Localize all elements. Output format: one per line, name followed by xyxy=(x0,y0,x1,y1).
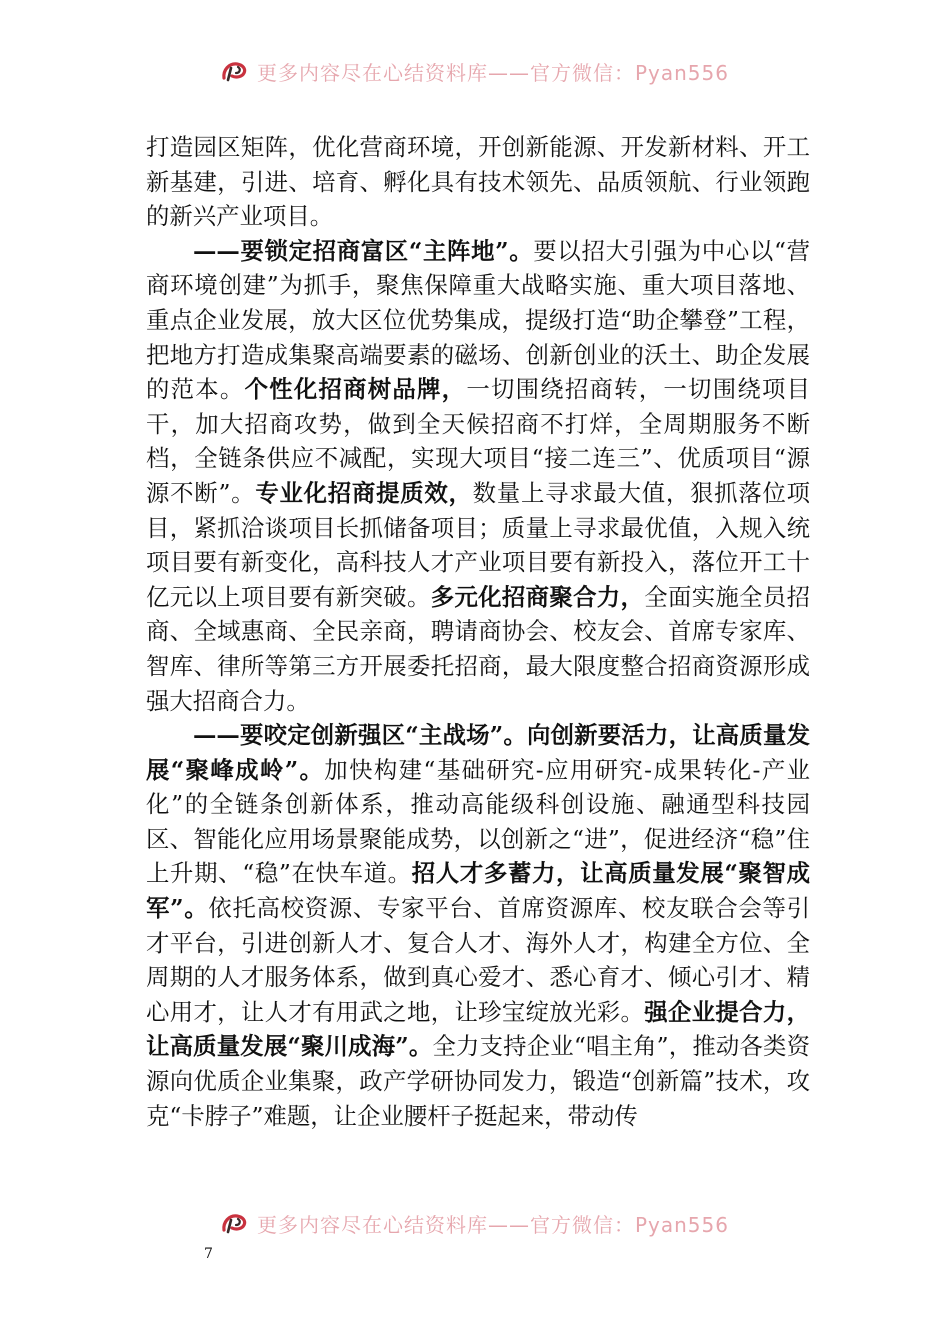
stylized-pd-logo-icon xyxy=(221,1212,249,1234)
paragraph-text: 一切围绕招商转，一切围绕项目干，加大招商攻势，做到全天候招商不打烊，全周期服务不断档，全链条供应不减配，实现大项目“接二连三”、优质项目“源源不断”。 xyxy=(146,375,811,507)
paragraph-2 xyxy=(146,234,810,718)
footer-watermark xyxy=(0,1208,950,1238)
watermark-text: 更多内容尽在心结资料库——官方微信：Pyan556 xyxy=(256,1212,729,1237)
paragraph-text: 加快构建“基础研究-应用研究-成果转化-产业化”的全链条创新体系，推动高能级科创设施、融通型科技园区、智能化应用场景聚能成势，以创新之“进”，促进经济“稳”住上升期、“稳”在快车道。 xyxy=(146,755,810,888)
paragraph-text: 依托高校资源、专家平台、首席资源库、校友联合会等引才平台，引进创新人才、复合人才、海外人才，构建全方位、全周期的人才服务体系，做到真心爱才、悉心育才、倾心引才、精心用才，让人才有用武之地，让珍宝绽放光彩。 xyxy=(146,894,810,1026)
paragraph-text: 要以招大引强为中心以“营商环境创建”为抓手，聚焦保障重大战略实施、重大项目落地、重点企业发展，放大区位优势集成，提级打造“助企攀登”工程，把地方打造成集聚高端要素的磁场、创新创业的沃土、助企发展的范本。 xyxy=(146,236,810,404)
paragraph-text: 数量上寻求最大值，狠抓落位项目，紧抓洽谈项目长抓储备项目；质量上寻求最优值，入规入统项目要有新变化，高科技人才产业项目要有新投入，落位开工十亿元以上项目要有新突破。 xyxy=(146,478,811,611)
section-heading: ——要咬定创新强区“主战场”。向创新要活力，让高质量发展“聚峰成岭”。 xyxy=(146,721,810,784)
paragraph-text: 全力支持企业“唱主角”，推动各类资源向优质企业集聚，政产学研协同发力，锻造“创新篇”技术，攻克“卡脖子”难题，让企业腰杆子挺起来，带动传 xyxy=(146,1032,810,1130)
inline-heading: 个性化招商树品牌， xyxy=(244,375,467,404)
inline-heading: 招人才多蓄力，让高质量发展“聚智成军”。 xyxy=(146,859,811,923)
paragraph-text: 全面实施全员招商、全域惠商、全民亲商，聘请商协会、校友会、首席专家库、智库、律所等第三方开展委托招商，最大限度整合招商资源形成强大招商合力。 xyxy=(146,582,811,715)
section-heading: ——要锁定招商富区“主阵地”。 xyxy=(193,236,534,265)
paragraph-1 xyxy=(146,130,810,234)
stylized-pd-logo-icon xyxy=(221,60,249,82)
paragraph-3 xyxy=(146,718,810,1133)
inline-heading: 强企业提合力，让高质量发展“聚川成海”。 xyxy=(146,997,810,1061)
watermark-text: 更多内容尽在心结资料库——官方微信：Pyan556 xyxy=(256,60,729,85)
inline-heading: 专业化招商提质效， xyxy=(255,478,473,507)
header-watermark xyxy=(0,56,950,86)
inline-heading: 多元化招商聚合力， xyxy=(430,582,645,611)
document-body xyxy=(146,130,810,1133)
paragraph-text: 打造园区矩阵，优化营商环境，开创新能源、开发新材料、开工新基建，引进、培育、孵化具有技术领先、品质领航、行业领跑的新兴产业项目。 xyxy=(146,133,810,231)
page-number: 7 xyxy=(204,1246,213,1262)
